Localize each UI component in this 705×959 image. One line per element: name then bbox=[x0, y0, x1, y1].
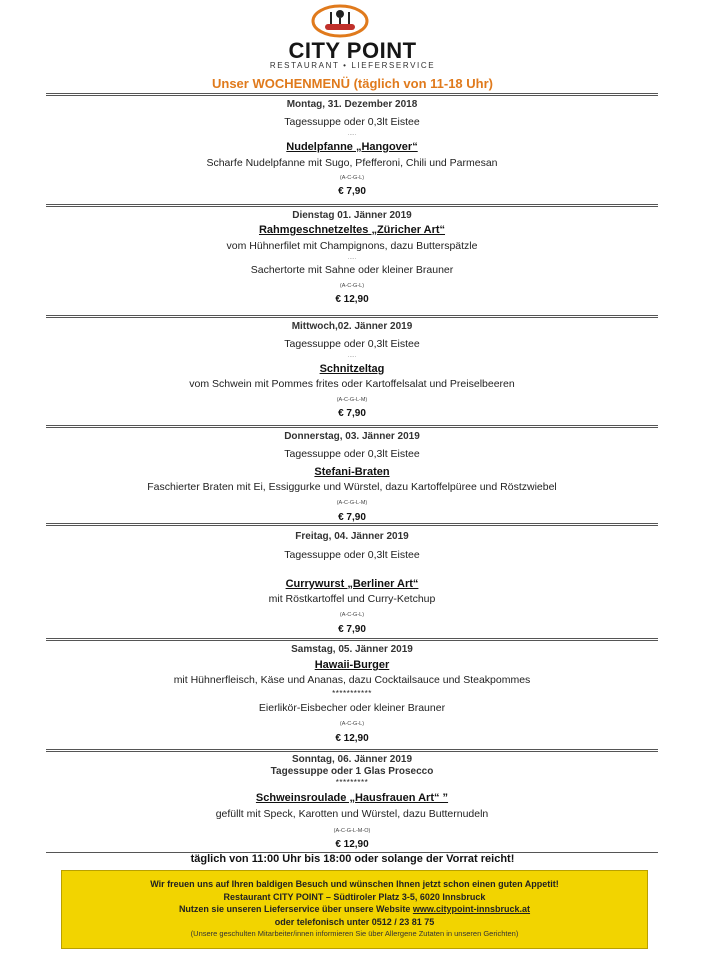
separator: *********** bbox=[332, 688, 372, 698]
day-date: Freitag, 04. Jänner 2019 bbox=[295, 531, 409, 542]
soup-option: Tagessuppe oder 0,3lt Eistee bbox=[284, 549, 420, 561]
greeting-text: Wir freuen uns auf Ihren baldigen Besuch und wünschen Ihnen jetzt schon einen guten Appetit! bbox=[150, 879, 559, 889]
allergen-codes: (A-C-G-L) bbox=[339, 283, 365, 290]
dish-description: vom Hühnerfilet mit Champignons, dazu Butterspätzle bbox=[226, 240, 478, 253]
dish-title: Schweinsroulade „Hausfrauen Art“ ” bbox=[255, 792, 449, 804]
day-saturday bbox=[46, 638, 658, 745]
dish-description: vom Schwein mit Pommes frites oder Kartoffelsalat und Preiselbeeren bbox=[189, 377, 515, 390]
dish-title: Rahmgeschnetzeltes „Züricher Art“ bbox=[258, 224, 446, 236]
day-monday bbox=[46, 93, 658, 198]
day-thursday bbox=[46, 425, 658, 524]
allergen-codes: (A-C-G-L-M) bbox=[336, 397, 368, 404]
address-text: Restaurant CITY POINT – Südtiroler Platz 3-5, 6020 Innsbruck bbox=[223, 891, 486, 902]
allergen-info-text: (Unsere geschulten Mitarbeiter/innen informieren Sie über Allergene Zutaten in unseren Gerichten) bbox=[190, 929, 519, 938]
dish-description: Scharfe Nudelpfanne mit Sugo, Pfefferoni, Chili und Parmesan bbox=[206, 156, 498, 169]
dish-description: mit Hühnerfleisch, Käse und Ananas, dazu Cocktailsauce und Steakpommes bbox=[173, 674, 531, 687]
delivery-text bbox=[62, 903, 647, 916]
allergen-codes: (A-C-G-L) bbox=[339, 612, 365, 619]
restaurant-logo-icon bbox=[311, 4, 369, 38]
allergen-codes: (A-C-G-L) bbox=[339, 721, 365, 728]
day-date: Samstag, 05. Jänner 2019 bbox=[291, 644, 413, 655]
dish-title: Schnitzeltag bbox=[319, 362, 385, 375]
soup-option: Tagessuppe oder 1 Glas Prosecco bbox=[270, 766, 434, 777]
day-tuesday bbox=[46, 204, 658, 306]
day-wednesday bbox=[46, 315, 658, 420]
website-link[interactable]: www.citypoint-innsbruck.at bbox=[412, 904, 531, 914]
day-sunday bbox=[46, 749, 658, 851]
price: € 7,90 bbox=[338, 407, 366, 419]
menu-heading: Unser WOCHENMENÜ (täglich von 11-18 Uhr) bbox=[212, 76, 493, 91]
dish-title: Hawaii-Burger bbox=[314, 659, 390, 671]
soup-option: Tagessuppe oder 0,3lt Eistee bbox=[284, 116, 420, 128]
dish-title: Stefani-Braten bbox=[314, 465, 390, 478]
day-friday bbox=[46, 523, 658, 636]
day-date: Montag, 31. Dezember 2018 bbox=[286, 99, 418, 110]
dessert-option: Eierlikör-Eisbecher oder kleiner Brauner bbox=[258, 701, 446, 714]
price: € 12,90 bbox=[335, 293, 369, 305]
soup-option: Tagessuppe oder 0,3lt Eistee bbox=[284, 338, 420, 350]
dish-title: Nudelpfanne „Hangover“ bbox=[286, 140, 418, 153]
day-date: Dienstag 01. Jänner 2019 bbox=[292, 210, 412, 221]
soup-option: Tagessuppe oder 0,3lt Eistee bbox=[284, 448, 420, 460]
brand-subtitle: RESTAURANT • LIEFERSERVICE bbox=[269, 61, 436, 70]
allergen-codes: (A-C-G-L) bbox=[339, 175, 365, 182]
brand-title: CITY POINT bbox=[288, 38, 417, 63]
dessert-option: Sachertorte mit Sahne oder kleiner Brauner bbox=[250, 263, 454, 276]
allergen-codes: (A-C-G-L-M) bbox=[336, 500, 368, 507]
dish-description: Faschierter Braten mit Ei, Essiggurke und Würstel, dazu Kartoffelpüree und Röstzwiebel bbox=[147, 480, 557, 493]
day-date: Sonntag, 06. Jänner 2019 bbox=[291, 754, 413, 765]
price: € 7,90 bbox=[338, 185, 366, 197]
day-date: Mittwoch,02. Jänner 2019 bbox=[291, 321, 413, 332]
price: € 12,90 bbox=[335, 732, 369, 744]
day-date: Donnerstag, 03. Jänner 2019 bbox=[284, 431, 420, 442]
opening-hours-note: täglich von 11:00 Uhr bis 18:00 oder solange der Vorrat reicht! bbox=[190, 853, 515, 865]
delivery-prefix: Nutzen sie unseren Lieferservice über unsere Website bbox=[178, 904, 413, 914]
separator: ..... bbox=[347, 130, 357, 137]
dish-description: gefüllt mit Speck, Karotten und Würstel, dazu Butternudeln bbox=[215, 808, 489, 821]
phone-text: oder telefonisch unter 0512 / 23 81 75 bbox=[274, 916, 435, 927]
dish-description: mit Röstkartoffel und Curry-Ketchup bbox=[268, 592, 436, 605]
info-banner bbox=[61, 870, 648, 949]
separator: ..... bbox=[347, 254, 357, 261]
allergen-codes: (A-C-G-L-M-O) bbox=[333, 827, 371, 834]
price: € 7,90 bbox=[338, 623, 366, 635]
dish-title: Currywurst „Berliner Art“ bbox=[285, 577, 419, 590]
separator: ..... bbox=[347, 352, 357, 359]
separator: ********* bbox=[335, 778, 369, 787]
price: € 7,90 bbox=[338, 511, 366, 523]
header bbox=[0, 0, 705, 94]
price: € 12,90 bbox=[335, 839, 369, 851]
